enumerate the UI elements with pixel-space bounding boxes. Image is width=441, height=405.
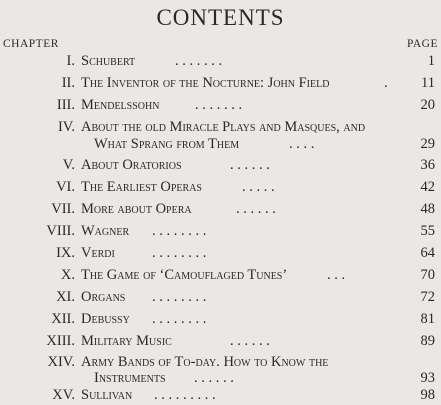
chapter-title: About Oratorios [81,157,182,173]
chapter-number: III. [56,97,75,113]
chapter-title: More about Opera [81,201,192,217]
dot-leader: . . . . . . . . . [154,387,216,403]
dot-leader: . [384,75,388,91]
chapter-title-continued: Instruments [94,370,166,386]
dot-leader: . . . . . . [236,201,276,217]
page-number: 20 [420,97,435,113]
chapter-number: II. [61,75,75,91]
chapter-number: IV. [57,119,75,135]
chapter-number: VIII. [46,223,75,239]
chapter-title: Debussy [81,311,130,327]
page-number: 42 [420,179,435,195]
page-number: 1 [427,53,435,69]
chapter-title: The Earliest Operas [81,179,202,195]
dot-leader: . . . . . . . [175,53,223,69]
chapter-title: Wagner [81,223,130,239]
chapter-title: Mendelssohn [81,97,160,113]
chapter-number: XIV. [47,354,75,370]
dot-leader: . . . . . . [194,370,234,386]
page-number: 29 [420,136,435,152]
chapter-title: Verdi [81,245,115,261]
chapter-title: Army Bands of To-day. How to Know the [81,354,329,370]
page-number: 36 [420,157,435,173]
page-number: 64 [420,245,435,261]
page-number: 98 [420,387,435,403]
chapter-column-header: CHAPTER [3,38,59,50]
chapter-number: I. [66,53,75,69]
chapter-number: VI. [56,179,75,195]
chapter-number: XI. [56,289,75,305]
chapter-number: IX. [56,245,75,261]
chapter-number: V. [62,157,75,173]
page-number: 11 [421,75,435,91]
page-title: CONTENTS [156,5,285,30]
dot-leader: . . . . . [242,179,275,195]
chapter-title: About the old Miracle Plays and Masques, and [81,119,366,135]
chapter-number: VII. [51,201,75,217]
chapter-title-continued: What Sprang from Them [94,136,240,152]
page-column-header: PAGE [407,38,438,50]
chapter-number: XV. [52,387,75,403]
chapter-number: XII. [51,311,75,327]
dot-leader: . . . . . . . . [152,245,207,261]
dot-leader: . . . . . . [230,157,270,173]
chapter-number: X. [60,267,75,283]
chapter-title: The Inventor of the Nocturne: John Field [81,75,330,91]
chapter-title: Military Music [81,333,172,349]
page-number: 81 [420,311,435,327]
dot-leader: . . . . . . [230,333,270,349]
chapter-title: Sullivan [81,387,133,403]
chapter-title: The Game of ‘Camouflaged Tunes’ [81,267,288,283]
chapter-title: Schubert [81,53,136,69]
dot-leader: . . . [327,267,346,283]
chapter-number: XIII. [46,333,75,349]
page-number: 93 [420,370,435,386]
dot-leader: . . . . [289,136,315,152]
page-number: 55 [420,223,435,239]
dot-leader: . . . . . . . . [152,311,207,327]
page-number: 48 [420,201,435,217]
page-number: 89 [420,333,435,349]
page-number: 72 [420,289,435,305]
chapter-title: Organs [81,289,126,305]
dot-leader: . . . . . . . . [152,223,207,239]
dot-leader: . . . . . . . . [152,289,207,305]
page-number: 70 [420,267,435,283]
dot-leader: . . . . . . . [195,97,243,113]
